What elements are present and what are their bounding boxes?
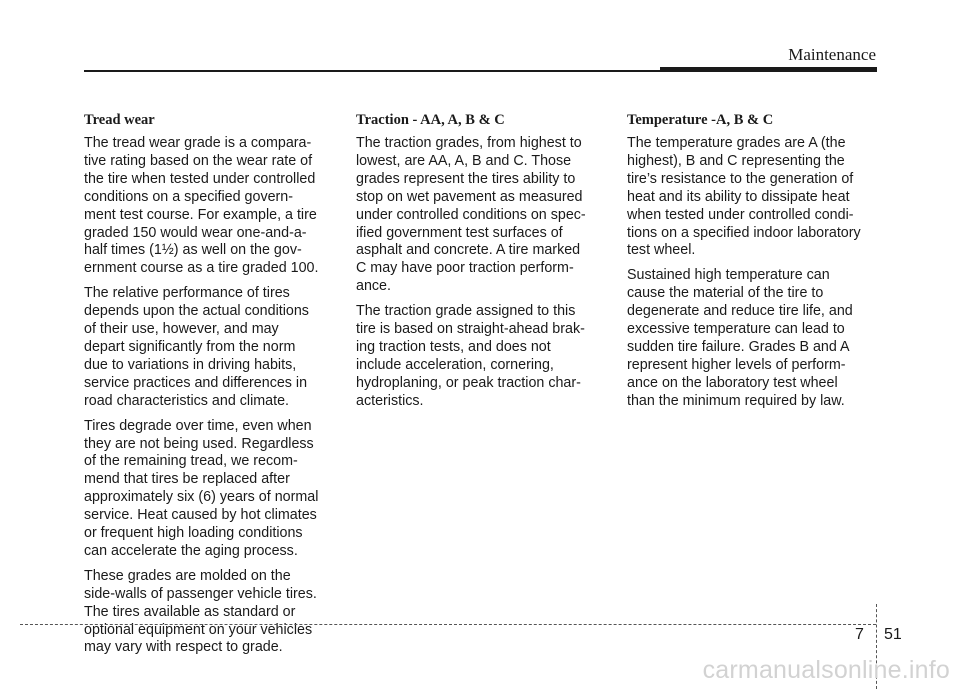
page-number: 51 bbox=[884, 626, 902, 643]
heading-tread-wear: Tread wear bbox=[84, 112, 155, 128]
paragraph: The temperature grades are A (the highest), B and C representing the tire’s resistance to the generation of heat and its ability to dissipate heat when tested under controlled condi- tions on a specified indoor laboratory test wheel. bbox=[627, 135, 861, 259]
paragraph: Sustained high temperature can cause the material of the tire to degenerate and reduce tire life, and excessive temperature can lead to sudden tire failure. Grades B and A represent higher levels of perform- ance on the laboratory test wheel than the minimum required by law. bbox=[627, 267, 853, 409]
paragraph: The traction grade assigned to this tire is based on straight-ahead brak- ing traction tests, and does not include acceleration, cornering, hydroplaning, or peak traction char- acteristics. bbox=[356, 303, 585, 409]
paragraph: These grades are molded on the side-walls of passenger vehicle tires. The tires available as standard or optional equipment on your vehicles may vary with respect to grade. bbox=[84, 567, 317, 656]
paragraph: Tires degrade over time, even when they are not being used. Regardless of the remaining tread, we recom- mend that tires be replaced after approximately six (6) years of normal service. Heat caused by hot climates or frequent high loading conditions can accelerate the aging process. bbox=[84, 417, 319, 559]
column-traction bbox=[356, 112, 594, 418]
heading-temperature: Temperature -A, B & C bbox=[627, 112, 774, 128]
watermark: carmanualsonline.info bbox=[702, 656, 950, 684]
header-rule bbox=[84, 70, 660, 72]
heading-traction: Traction - AA, A, B & C bbox=[356, 112, 505, 128]
header-rule-accent bbox=[660, 67, 877, 72]
chapter-number: 7 bbox=[855, 626, 864, 643]
footer-rule bbox=[20, 624, 876, 625]
paragraph: The tread wear grade is a compara- tive rating based on the wear rate of the tire when tested under controlled conditions on a specified govern- ment test course. For example, a tire graded 150 would wear one-and-a- half times (1½) as well on the gov- ernment course as a tire graded 100. bbox=[84, 135, 319, 277]
paragraph: The relative performance of tires depends upon the actual conditions of their use, however, and may depart significantly from the norm due to variations in driving habits, service practices and differences in road characteristics and climate. bbox=[84, 285, 309, 409]
column-tread-wear bbox=[84, 112, 322, 664]
paragraph: The traction grades, from highest to lowest, are AA, A, B and C. Those grades represent the tires ability to stop on wet pavement as measured under controlled conditions on spec- ified government test surfaces of asphalt and concrete. A tire marked C may have poor traction perform- ance. bbox=[356, 135, 586, 295]
column-temperature bbox=[627, 112, 865, 418]
section-title: Maintenance bbox=[788, 45, 876, 64]
